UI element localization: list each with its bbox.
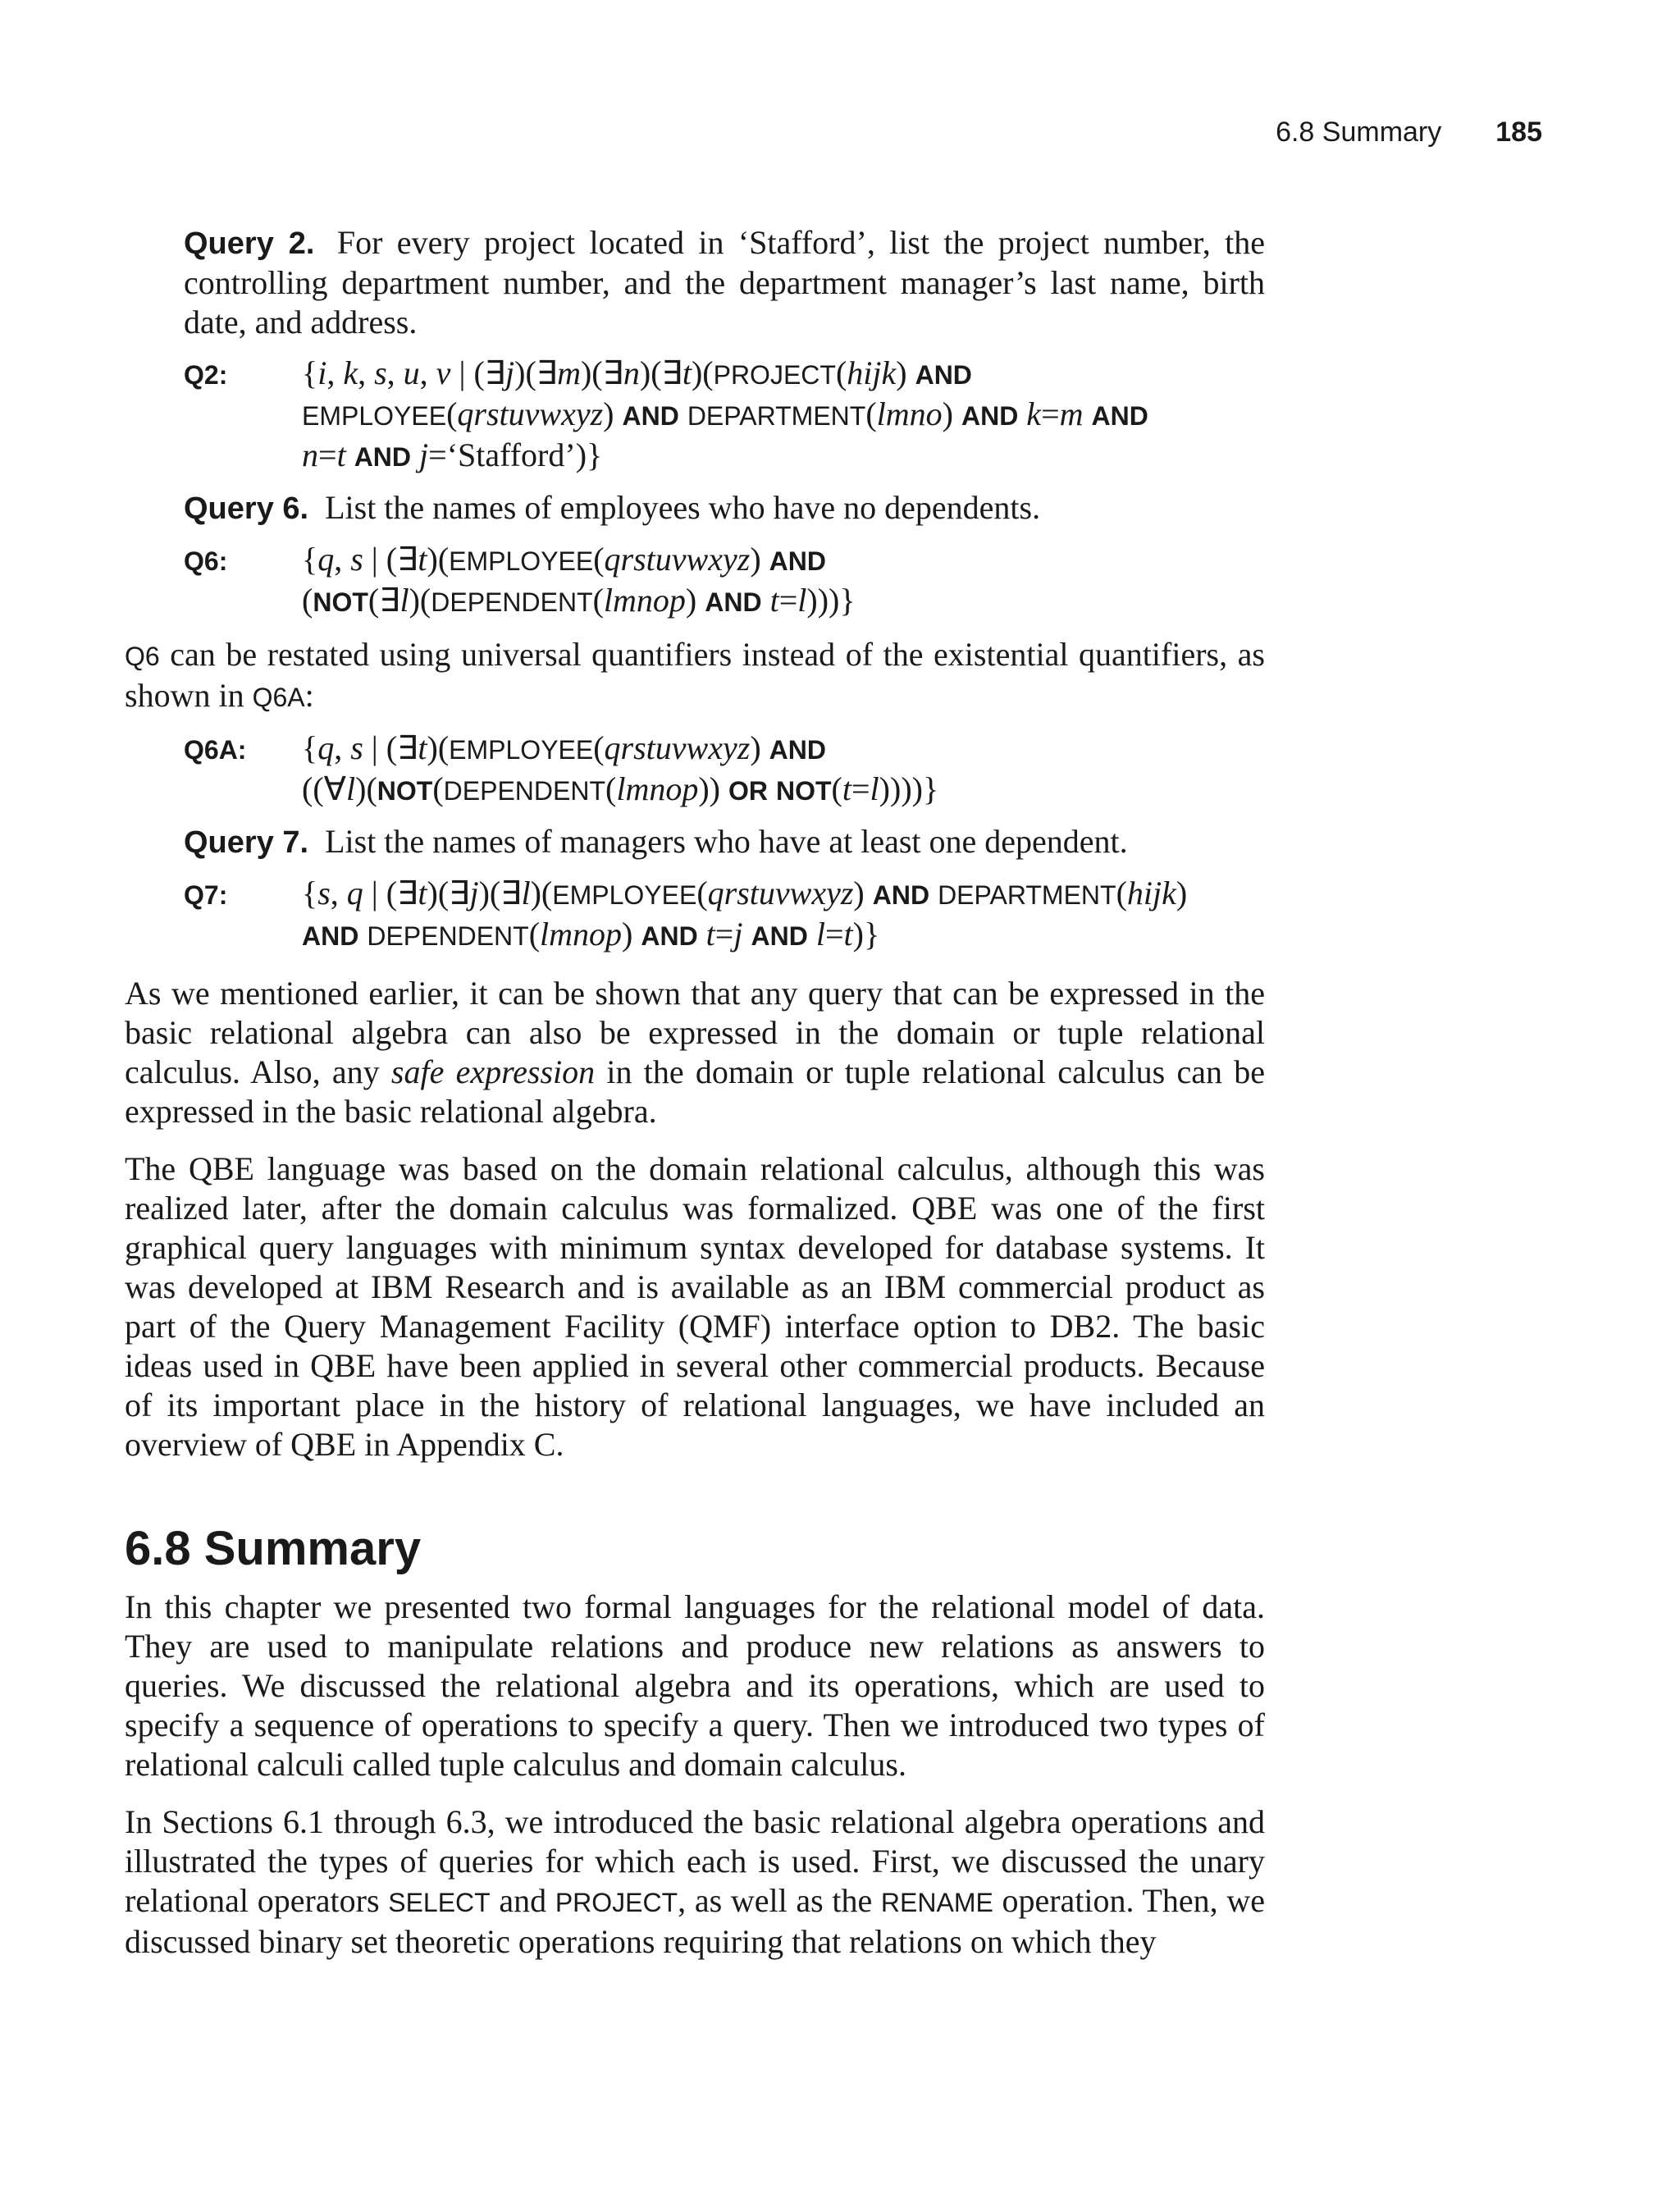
query-6-text: List the names of employees who have no dependents. xyxy=(325,489,1041,526)
running-head xyxy=(1276,116,1542,148)
formula-q2-line-2: EMPLOYEE(qrstuvwxyz) AND DEPARTMENT(lmno) AND k=m AND xyxy=(302,395,1148,432)
safe-expression-term: safe expression xyxy=(390,1053,596,1090)
query-7 xyxy=(184,822,1265,862)
formula-q6-label: Q6: xyxy=(184,546,228,576)
section-heading: 6.8 Summary xyxy=(125,1522,422,1575)
query-7-text: List the names of managers who have at least one dependent. xyxy=(325,823,1128,860)
paragraph-q6-restated: Q6 can be restated using universal quantifiers instead of the existential quantifiers, as shown in Q6A: xyxy=(125,636,1265,714)
formula-q6-line-2: (NOT(∃l)(DEPENDENT(lmnop) AND t=l)))} xyxy=(302,582,856,619)
formula-q2 xyxy=(184,354,1265,477)
running-head-section: 6.8 Summary xyxy=(1276,116,1442,148)
formula-q7 xyxy=(184,874,1265,956)
formula-q6a-label: Q6A: xyxy=(184,735,247,765)
formula-q6a xyxy=(184,729,1265,811)
page-content xyxy=(125,223,1265,1962)
formula-q7-line-1: {s, q | (∃t)(∃j)(∃l)(EMPLOYEE(qrstuvwxyz) AND DEPARTMENT(hijk) xyxy=(302,875,1188,911)
formula-q6 xyxy=(184,540,1265,622)
paragraph-summary-1: In this chapter we presented two formal languages for the relational model of data. They are used to manipulate relations and produce new relations as answers to queries. We discussed the relational algebra and its operations, which are used to specify a sequence of operations to specify a query. Then we introduced two types of relational calculi called tuple calculus and domain calculus. xyxy=(125,1588,1265,1783)
formula-q2-line-1: {i, k, s, u, v | (∃j)(∃m)(∃n)(∃t)(PROJECT(hijk) AND xyxy=(302,354,972,391)
formula-q6a-line-2: ((∀l)(NOT(DEPENDENT(lmnop)) OR NOT(t=l))))} xyxy=(302,770,939,807)
query-7-label: Query 7. xyxy=(184,825,309,860)
query-6 xyxy=(184,488,1265,528)
formula-q7-label: Q7: xyxy=(184,880,228,910)
formula-q6-line-1: {q, s | (∃t)(EMPLOYEE(qrstuvwxyz) AND xyxy=(302,541,826,578)
paragraph-summary-2: In Sections 6.1 through 6.3, we introduced the basic relational algebra operations and illustrated the types of queries for which each is used. First, we discussed the unary relational operators SELECT and PROJECT, as well as the RENAME operation. Then, we discussed binary set theoretic operations requiring that relations on which they xyxy=(125,1803,1265,1960)
query-6-label: Query 6. xyxy=(184,491,309,526)
formula-q2-line-3: n=t AND j=‘Stafford’)} xyxy=(302,436,603,473)
query-2-text: For every project located in ‘Stafford’, list the project number, the controlling department number, and the department manager’s last name, birth date, and address. xyxy=(184,224,1266,340)
formula-q2-label: Q2: xyxy=(184,360,228,390)
formula-q6a-line-1: {q, s | (∃t)(EMPLOYEE(qrstuvwxyz) AND xyxy=(302,729,826,766)
query-2 xyxy=(184,223,1265,342)
paragraph-qbe: The QBE language was based on the domain relational calculus, although this was realized later, after the domain calculus was formalized. QBE was one of the first graphical query languages with minimum syntax developed for database systems. It was developed at IBM Research and is available as an IBM commercial product as part of the Query Management Facility (QMF) interface option to DB2. The basic ideas used in QBE have been applied in several other commercial products. Because of its important place in the history of relational languages, we have included an overview of QBE in Appendix C. xyxy=(125,1150,1265,1463)
query-2-label: Query 2. xyxy=(184,226,315,261)
paragraph-expressive-power: As we mentioned earlier, it can be shown that any query that can be expressed in the basic relational algebra can also be expressed in the domain or tuple relational calculus. Also, any safe expression in the domain or tuple relational calculus can be expressed in the basic relational algebra. xyxy=(125,975,1265,1130)
formula-q7-line-2: AND DEPENDENT(lmnop) AND t=j AND l=t)} xyxy=(302,916,880,953)
page-number: 185 xyxy=(1495,116,1542,148)
